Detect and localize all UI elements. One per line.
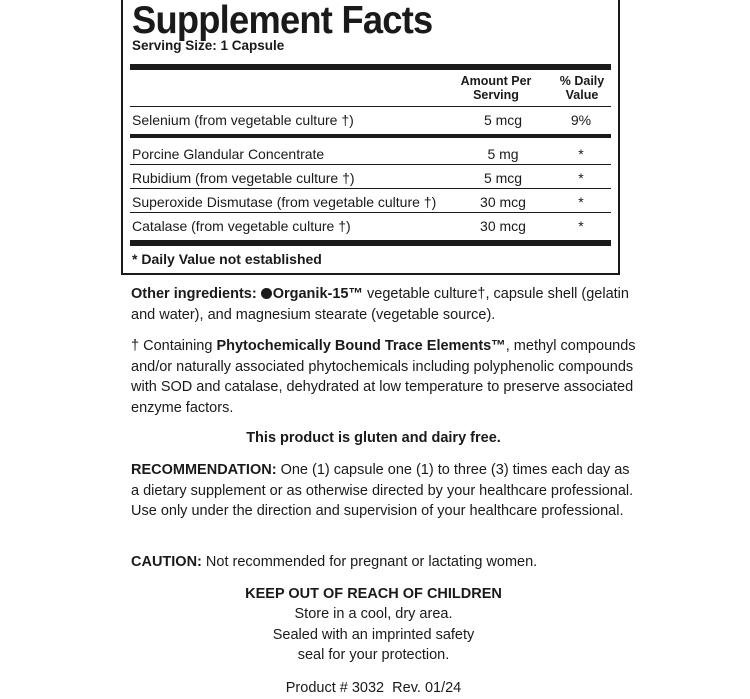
- facts-title: Supplement Facts: [132, 0, 433, 42]
- daily-value-footnote: * Daily Value not established: [132, 251, 322, 267]
- keep-out-warning: KEEP OUT OF REACH OF CHILDREN: [245, 586, 502, 602]
- nutrient-name: Porcine Glandular Concentrate: [132, 146, 325, 162]
- table-row: [130, 214, 611, 238]
- column-header-daily-value: % Daily Value: [559, 74, 605, 102]
- nutrient-daily-value: *: [578, 170, 584, 186]
- containing-bold: Phytochemically Bound Trace Elements™: [216, 338, 506, 354]
- table-row: [130, 108, 611, 132]
- product-number: Product # 3032 Rev. 01/24: [285, 680, 462, 696]
- other-ingredients-label: Other ingredients:: [131, 286, 257, 302]
- nutrient-amount: 5 mcg: [483, 170, 523, 186]
- divider-thin: [130, 106, 611, 107]
- nutrient-amount: 5 mg: [487, 146, 519, 162]
- nutrient-name: Rubidium (from vegetable culture †): [132, 170, 355, 186]
- table-row: [130, 166, 611, 190]
- recommendation: [131, 460, 636, 522]
- nutrient-name: Selenium (from vegetable culture †): [132, 112, 354, 128]
- table-row: [130, 142, 611, 166]
- nutrient-amount: 30 mcg: [480, 194, 526, 210]
- nutrient-daily-value: 9%: [570, 112, 592, 128]
- storage-note: Store in a cool, dry area.: [294, 606, 453, 622]
- column-header-amount: Amount Per Serving: [460, 74, 532, 102]
- nutrient-name: Superoxide Dismutase (from vegetable culture †): [132, 194, 437, 210]
- caution-text: Not recommended for pregnant or lactating women.: [205, 554, 538, 570]
- other-ingredients-text: vegetable culture†, capsule shell (gelatin and water), and magnesium stearate (vegetable source).: [131, 286, 629, 323]
- recommendation-text: One (1) capsule one (1) to three (3) times each day as a dietary supplement or as otherwise directed by your healthcare professional. Use only under the direction and supervision of your healthcare professional.: [131, 462, 634, 519]
- seal-note-line1: Sealed with an imprinted safety: [272, 627, 475, 643]
- seal-note-line2: seal for your protection.: [297, 647, 450, 663]
- containing-text: , methyl compounds and/or naturally associated phytochemicals including polyphenolic compounds with SOD and catalase, dehydrated at low temperature to preserve associated enzyme factors.: [131, 338, 636, 416]
- containing-note: [131, 336, 636, 418]
- nutrient-amount: 30 mcg: [480, 218, 526, 234]
- caution-label: CAUTION:: [131, 554, 202, 570]
- nutrient-name: Catalase (from vegetable culture †): [132, 218, 351, 234]
- nutrient-daily-value: *: [578, 218, 584, 234]
- organik-logo-icon: [261, 288, 272, 299]
- gluten-free-statement: This product is gluten and dairy free.: [246, 430, 501, 446]
- nutrient-amount: 5 mcg: [483, 112, 523, 128]
- nutrient-daily-value: *: [578, 194, 584, 210]
- divider-thin: [130, 164, 611, 165]
- containing-prefix: † Containing: [131, 338, 213, 354]
- supplement-facts-panel: [121, 0, 620, 275]
- other-ingredients: [131, 284, 636, 325]
- divider-mid: [130, 134, 611, 138]
- divider-thick: [130, 240, 611, 246]
- nutrient-daily-value: *: [578, 146, 584, 162]
- serving-size: Serving Size: 1 Capsule: [132, 38, 285, 53]
- recommendation-label: RECOMMENDATION:: [131, 462, 277, 478]
- divider-thin: [130, 212, 611, 213]
- divider-thin: [130, 188, 611, 189]
- divider-thick: [130, 64, 611, 70]
- organik-brand: Organik-15™: [261, 286, 363, 302]
- table-row: [130, 190, 611, 214]
- caution: [131, 552, 636, 573]
